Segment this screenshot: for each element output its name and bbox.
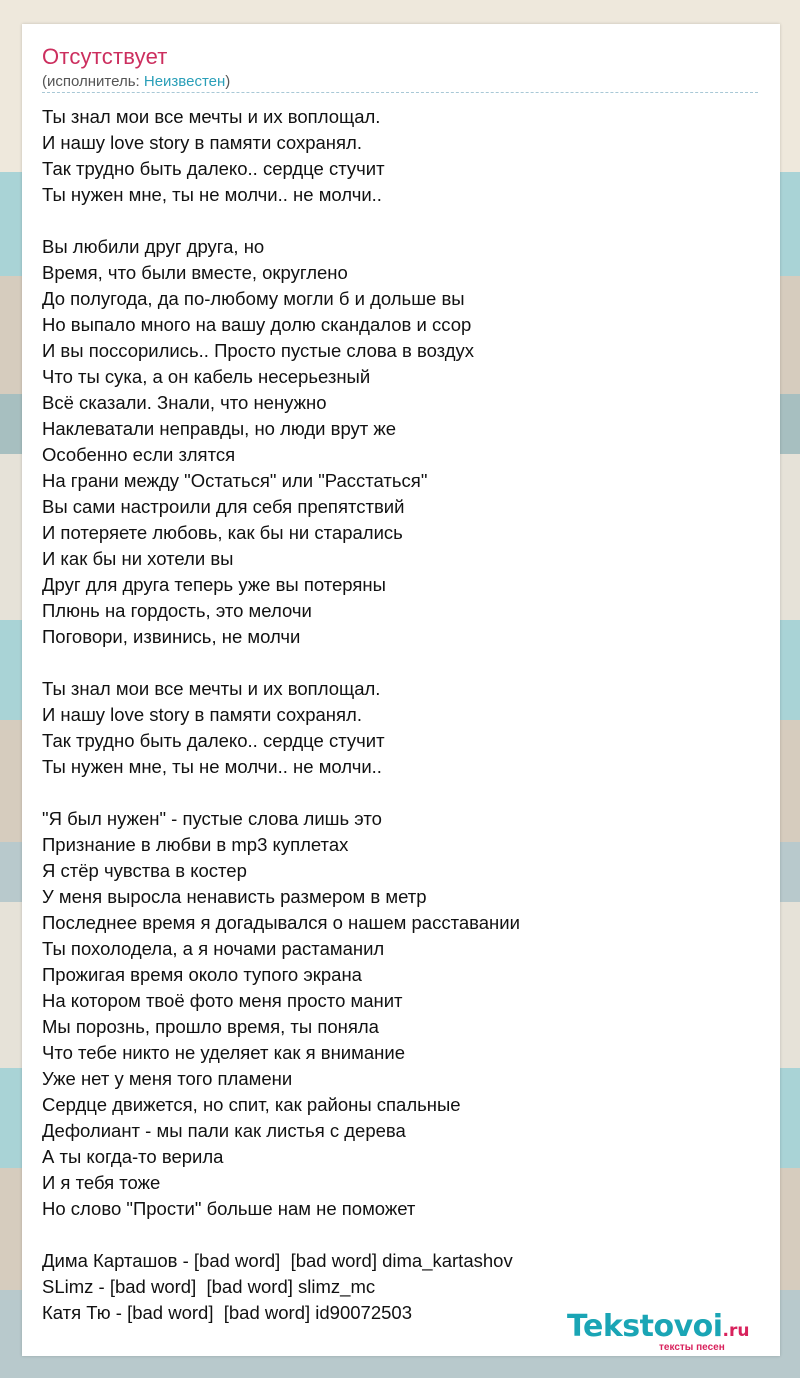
lyrics-line: "Я был нужен" - пустые слова лишь это	[42, 808, 382, 829]
lyrics-line: Вы любили друг друга, но	[42, 236, 265, 257]
lyrics-line: Поговори, извинись, не молчи	[42, 626, 301, 647]
lyrics-line: Плюнь на гордость, это мелочи	[42, 600, 312, 621]
lyrics-card	[22, 24, 780, 1356]
lyrics-line: Что ты сука, а он кабель несерьезный	[42, 366, 371, 387]
lyrics-line: Мы порознь, прошло время, ты поняла	[42, 1016, 379, 1037]
lyrics-line: У меня выросла ненависть размером в метр	[42, 886, 427, 907]
lyrics-line: Дефолиант - мы пали как листья с дерева	[42, 1120, 406, 1141]
lyrics-line: SLimz - [bad word] [bad word] slimz_mc	[42, 1276, 376, 1297]
lyrics-line: Наклеватали неправды, но люди врут же	[42, 418, 397, 439]
lyrics-line: И нашу love story в памяти сохранял.	[42, 704, 362, 725]
lyrics-line: На грани между "Остаться" или "Расстаться"	[42, 470, 428, 491]
lyrics-line: Дима Карташов - [bad word] [bad word] dima_kartashov	[42, 1250, 513, 1271]
lyrics-line: Ты похолодела, а я ночами растаманил	[42, 938, 385, 959]
lyrics-text	[42, 104, 762, 1326]
lyrics-line: Друг для друга теперь уже вы потеряны	[42, 574, 386, 595]
lyrics-blank-line	[42, 780, 762, 806]
lyrics-line: На котором твоё фото меня просто манит	[42, 990, 403, 1011]
lyrics-line: И нашу love story в памяти сохранял.	[42, 132, 362, 153]
lyrics-blank-line	[42, 650, 762, 676]
lyrics-line: Всё сказали. Знали, что ненужно	[42, 392, 327, 413]
lyrics-line: А ты когда-то верила	[42, 1146, 224, 1167]
lyrics-line: И как бы ни хотели вы	[42, 548, 234, 569]
lyrics-line: Так трудно быть далеко.. сердце стучит	[42, 730, 385, 751]
lyrics-line: Особенно если злятся	[42, 444, 236, 465]
lyrics-line: Вы сами настроили для себя препятствий	[42, 496, 405, 517]
song-title: Отсутствует	[42, 44, 168, 69]
lyrics-line: Так трудно быть далеко.. сердце стучит	[42, 158, 385, 179]
logo-tld: .ru	[722, 1321, 750, 1341]
lyrics-line: Катя Тю - [bad word] [bad word] id90072503	[42, 1302, 412, 1323]
lyrics-line: Ты знал мои все мечты и их воплощал.	[42, 106, 381, 127]
lyrics-line: И потеряете любовь, как бы ни старались	[42, 522, 403, 543]
divider	[42, 92, 758, 93]
lyrics-line: Что тебе никто не уделяет как я внимание	[42, 1042, 405, 1063]
logo-tagline: тексты песен	[659, 1342, 725, 1353]
lyrics-line: И вы поссорились.. Просто пустые слова в воздух	[42, 340, 475, 361]
artist-suffix: )	[225, 73, 231, 90]
lyrics-line: Сердце движется, но спит, как районы спальные	[42, 1094, 461, 1115]
site-logo[interactable]	[567, 1309, 777, 1353]
lyrics-line: Ты знал мои все мечты и их воплощал.	[42, 678, 381, 699]
artist-line	[42, 73, 230, 90]
lyrics-line: Время, что были вместе, округлено	[42, 262, 348, 283]
lyrics-line: Ты нужен мне, ты не молчи.. не молчи..	[42, 756, 382, 777]
logo-name: Tekstovoi	[567, 1309, 723, 1344]
lyrics-line: Прожигая время около тупого экрана	[42, 964, 362, 985]
lyrics-line: Признание в любви в mp3 куплетах	[42, 834, 349, 855]
lyrics-line: Уже нет у меня того пламени	[42, 1068, 293, 1089]
lyrics-blank-line	[42, 208, 762, 234]
lyrics-line: Но слово "Прости" больше нам не поможет	[42, 1198, 416, 1219]
lyrics-line: Я стёр чувства в костер	[42, 860, 247, 881]
artist-link[interactable]: Неизвестен	[143, 73, 226, 90]
lyrics-line: Последнее время я догадывался о нашем расставании	[42, 912, 520, 933]
lyrics-blank-line	[42, 1222, 762, 1248]
lyrics-line: И я тебя тоже	[42, 1172, 161, 1193]
artist-prefix: (исполнитель:	[42, 73, 144, 90]
lyrics-line: До полугода, да по-любому могли б и дольше вы	[42, 288, 465, 309]
lyrics-line: Но выпало много на вашу долю скандалов и ссор	[42, 314, 472, 335]
lyrics-line: Ты нужен мне, ты не молчи.. не молчи..	[42, 184, 382, 205]
